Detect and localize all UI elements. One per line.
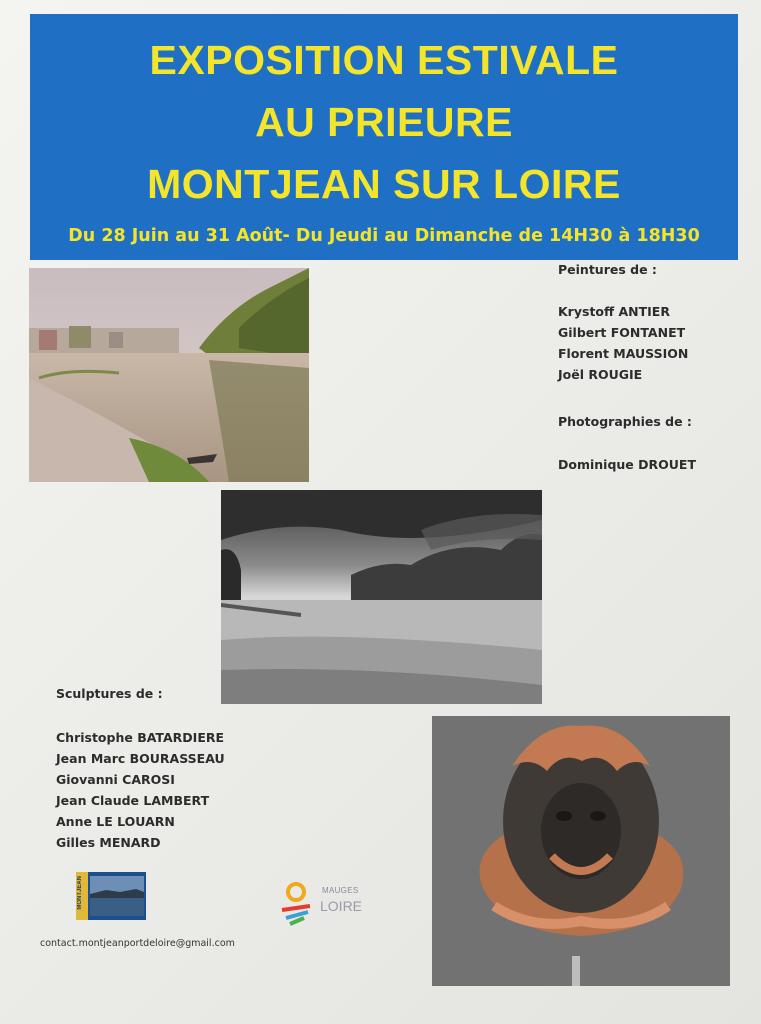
misty-river-photo xyxy=(221,490,542,704)
montjean-logo-text: MONTJEAN xyxy=(77,876,83,910)
painter-name: Krystoff ANTIER xyxy=(558,304,670,319)
photographer-name: Dominique DROUET xyxy=(558,457,696,472)
sculptor-name: Gilles MENARD xyxy=(56,835,161,850)
sculptor-name: Christophe BATARDIERE xyxy=(56,730,225,745)
painters-list xyxy=(558,301,688,385)
exhibition-dates: Du 28 Juin au 31 Août- Du Jeudi au Dimanche de 14H30 à 18H30 xyxy=(68,226,700,246)
montjean-logo xyxy=(76,872,146,920)
title-banner xyxy=(30,14,738,260)
paintings-title: Peintures de : xyxy=(558,262,657,277)
sculptor-name: Anne LE LOUARN xyxy=(56,814,175,829)
mauges-loire-logo xyxy=(280,880,380,930)
sculptor-name: Jean Claude LAMBERT xyxy=(56,793,210,808)
mauges-logo-text: MAUGES xyxy=(322,886,359,895)
painter-name: Florent MAUSSION xyxy=(558,346,689,361)
painter-name: Gilbert FONTANET xyxy=(558,325,686,340)
title-line-1: EXPOSITION ESTIVALE xyxy=(149,37,619,83)
painter-name: Joël ROUGIE xyxy=(558,367,643,382)
sculptures-title: Sculptures de : xyxy=(56,686,163,701)
title-line-3: MONTJEAN SUR LOIRE xyxy=(147,161,621,207)
contact-email: contact.montjeanportdeloire@gmail.com xyxy=(40,938,235,949)
river-painting-image xyxy=(29,268,309,482)
sculptors-list xyxy=(56,727,225,853)
photographers-list xyxy=(558,454,696,475)
sculptor-name: Jean Marc BOURASSEAU xyxy=(56,751,225,766)
loire-logo-text: LOIRE xyxy=(320,898,363,914)
sculptor-name: Giovanni CAROSI xyxy=(56,772,175,787)
orangutan-sculpture-photo xyxy=(432,716,730,986)
photographs-title: Photographies de : xyxy=(558,414,692,429)
title-line-2: AU PRIEURE xyxy=(255,99,513,145)
